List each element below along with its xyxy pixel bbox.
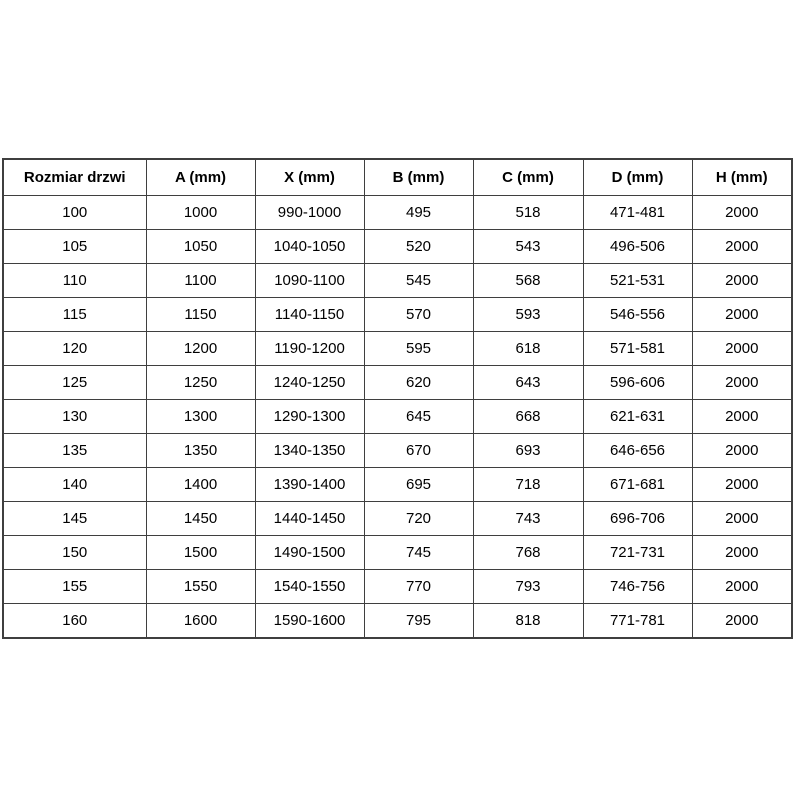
table-cell: 1250 bbox=[146, 366, 255, 400]
table-cell: 793 bbox=[473, 570, 583, 604]
table-cell: 720 bbox=[364, 502, 473, 536]
table-cell: 1490-1500 bbox=[255, 536, 364, 570]
table-cell: 495 bbox=[364, 196, 473, 230]
header-cell: Rozmiar drzwi bbox=[3, 159, 146, 196]
table-cell: 795 bbox=[364, 604, 473, 639]
table-cell: 595 bbox=[364, 332, 473, 366]
table-cell: 596-606 bbox=[583, 366, 692, 400]
table-cell: 671-681 bbox=[583, 468, 692, 502]
table-cell: 745 bbox=[364, 536, 473, 570]
table-cell: 571-581 bbox=[583, 332, 692, 366]
table-cell: 718 bbox=[473, 468, 583, 502]
table-cell: 695 bbox=[364, 468, 473, 502]
table-cell: 1540-1550 bbox=[255, 570, 364, 604]
table-row bbox=[3, 366, 792, 400]
table-cell: 2000 bbox=[692, 264, 792, 298]
table-cell: 1350 bbox=[146, 434, 255, 468]
table-cell: 645 bbox=[364, 400, 473, 434]
table-cell: 2000 bbox=[692, 366, 792, 400]
header-cell: A (mm) bbox=[146, 159, 255, 196]
table-row bbox=[3, 536, 792, 570]
table-cell: 543 bbox=[473, 230, 583, 264]
header-cell: D (mm) bbox=[583, 159, 692, 196]
table-cell: 2000 bbox=[692, 468, 792, 502]
table-cell: 1100 bbox=[146, 264, 255, 298]
table-cell: 105 bbox=[3, 230, 146, 264]
table-cell: 593 bbox=[473, 298, 583, 332]
table-row bbox=[3, 298, 792, 332]
table-cell: 621-631 bbox=[583, 400, 692, 434]
table-row bbox=[3, 264, 792, 298]
table-cell: 1190-1200 bbox=[255, 332, 364, 366]
table-cell: 120 bbox=[3, 332, 146, 366]
table-cell: 1500 bbox=[146, 536, 255, 570]
table-cell: 1140-1150 bbox=[255, 298, 364, 332]
table-body bbox=[3, 196, 792, 639]
table-cell: 670 bbox=[364, 434, 473, 468]
table-cell: 1090-1100 bbox=[255, 264, 364, 298]
table-cell: 2000 bbox=[692, 536, 792, 570]
table-cell: 2000 bbox=[692, 400, 792, 434]
table-cell: 471-481 bbox=[583, 196, 692, 230]
table-cell: 693 bbox=[473, 434, 583, 468]
table-cell: 150 bbox=[3, 536, 146, 570]
table-cell: 100 bbox=[3, 196, 146, 230]
table-cell: 521-531 bbox=[583, 264, 692, 298]
table-cell: 570 bbox=[364, 298, 473, 332]
table-cell: 1050 bbox=[146, 230, 255, 264]
table-cell: 770 bbox=[364, 570, 473, 604]
table-row bbox=[3, 502, 792, 536]
table-cell: 496-506 bbox=[583, 230, 692, 264]
header-cell: X (mm) bbox=[255, 159, 364, 196]
table-cell: 545 bbox=[364, 264, 473, 298]
table-cell: 1590-1600 bbox=[255, 604, 364, 639]
table-cell: 1340-1350 bbox=[255, 434, 364, 468]
table-cell: 1240-1250 bbox=[255, 366, 364, 400]
header-cell: H (mm) bbox=[692, 159, 792, 196]
table-cell: 768 bbox=[473, 536, 583, 570]
table-cell: 568 bbox=[473, 264, 583, 298]
table-row bbox=[3, 400, 792, 434]
header-cell: C (mm) bbox=[473, 159, 583, 196]
table-cell: 1450 bbox=[146, 502, 255, 536]
table-header-row bbox=[3, 159, 792, 196]
table-row bbox=[3, 332, 792, 366]
table-cell: 1290-1300 bbox=[255, 400, 364, 434]
table-cell: 160 bbox=[3, 604, 146, 639]
table-cell: 2000 bbox=[692, 434, 792, 468]
table-cell: 518 bbox=[473, 196, 583, 230]
table-cell: 2000 bbox=[692, 570, 792, 604]
table-cell: 145 bbox=[3, 502, 146, 536]
table-row-header bbox=[3, 159, 792, 196]
table-cell: 990-1000 bbox=[255, 196, 364, 230]
table-cell: 2000 bbox=[692, 196, 792, 230]
table-cell: 746-756 bbox=[583, 570, 692, 604]
table-cell: 696-706 bbox=[583, 502, 692, 536]
table-cell: 2000 bbox=[692, 298, 792, 332]
table-cell: 546-556 bbox=[583, 298, 692, 332]
table-cell: 130 bbox=[3, 400, 146, 434]
table-cell: 643 bbox=[473, 366, 583, 400]
door-size-dimensions-table bbox=[2, 158, 793, 639]
table-cell: 743 bbox=[473, 502, 583, 536]
table-cell: 1440-1450 bbox=[255, 502, 364, 536]
table-cell: 721-731 bbox=[583, 536, 692, 570]
table-cell: 620 bbox=[364, 366, 473, 400]
table-cell: 2000 bbox=[692, 230, 792, 264]
table-cell: 1300 bbox=[146, 400, 255, 434]
table-cell: 668 bbox=[473, 400, 583, 434]
table-row bbox=[3, 468, 792, 502]
table-cell: 155 bbox=[3, 570, 146, 604]
table-cell: 818 bbox=[473, 604, 583, 639]
table-cell: 110 bbox=[3, 264, 146, 298]
table-cell: 140 bbox=[3, 468, 146, 502]
table-cell: 1600 bbox=[146, 604, 255, 639]
table-cell: 618 bbox=[473, 332, 583, 366]
table-cell: 115 bbox=[3, 298, 146, 332]
table-cell: 520 bbox=[364, 230, 473, 264]
table-cell: 2000 bbox=[692, 502, 792, 536]
table-cell: 125 bbox=[3, 366, 146, 400]
table-row bbox=[3, 230, 792, 264]
table-cell: 1390-1400 bbox=[255, 468, 364, 502]
table-cell: 646-656 bbox=[583, 434, 692, 468]
table-row bbox=[3, 604, 792, 639]
table-cell: 1040-1050 bbox=[255, 230, 364, 264]
table-row bbox=[3, 570, 792, 604]
table-cell: 771-781 bbox=[583, 604, 692, 639]
table-row bbox=[3, 196, 792, 230]
table-cell: 1400 bbox=[146, 468, 255, 502]
table-cell: 1550 bbox=[146, 570, 255, 604]
table-cell: 2000 bbox=[692, 332, 792, 366]
table-cell: 1150 bbox=[146, 298, 255, 332]
table-row bbox=[3, 434, 792, 468]
header-cell: B (mm) bbox=[364, 159, 473, 196]
table-cell: 1000 bbox=[146, 196, 255, 230]
table-cell: 2000 bbox=[692, 604, 792, 639]
table-cell: 1200 bbox=[146, 332, 255, 366]
table-cell: 135 bbox=[3, 434, 146, 468]
